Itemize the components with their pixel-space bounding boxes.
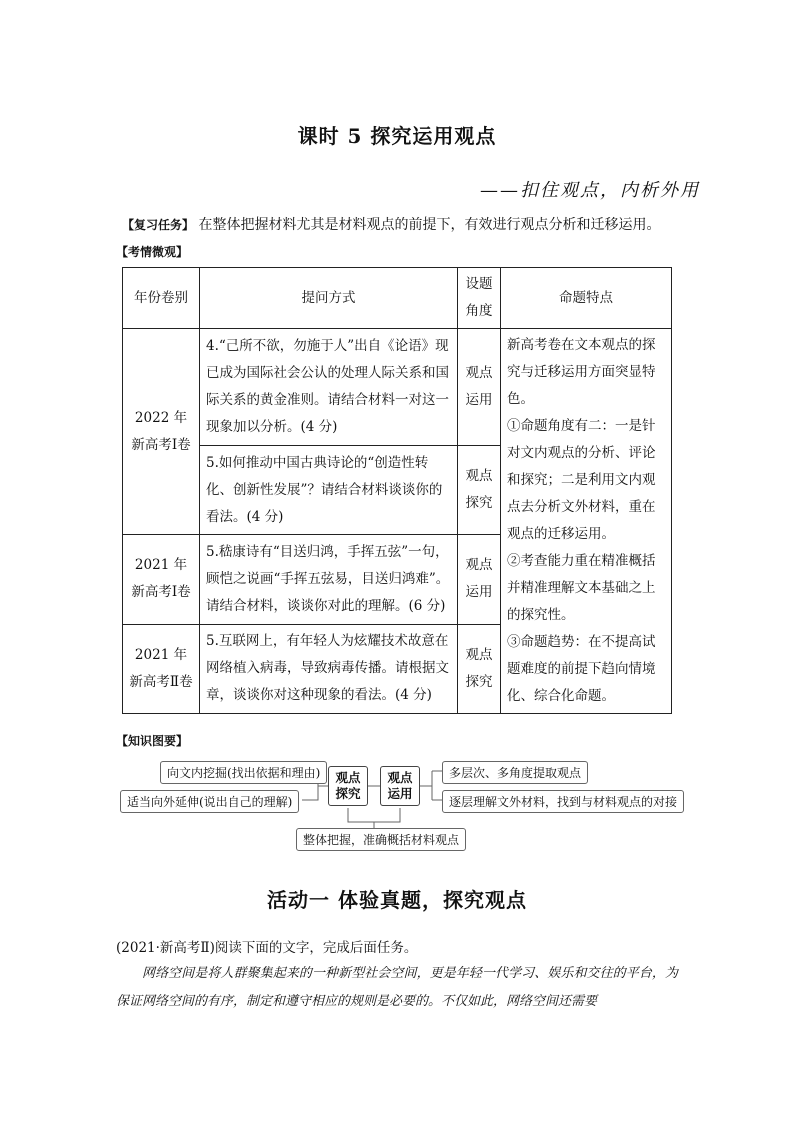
- knowledge-map-tag: 【知识图要】: [116, 734, 189, 748]
- page-subtitle: ——扣住观点，内析外用: [480, 180, 700, 201]
- review-task-text: 在整体把握材料尤其是材料观点的前提下，有效进行观点分析和迁移运用。: [198, 217, 661, 233]
- map-center-apply: 观点运用: [380, 766, 420, 806]
- reading-paragraph: 网络空间是将人群聚集起来的一种新型社会空间，更是年轻一代学习、娱乐和交往的平台，为保证网络空间的有序，制定和遵守相应的规则是必要的。不仅如此，网络空间还需要: [116, 966, 678, 1009]
- table-row: [123, 329, 672, 446]
- feature-line: ②考查能力重在精准概括并精准理解文本基础之上的探究性。: [507, 553, 656, 623]
- question-cell: 4.“己所不欲，勿施于人”出自《论语》现已成为国际社会公认的处理人际关系和国际关系的黄金准则。请结合材料一对这一现象加以分析。(4 分): [200, 329, 458, 446]
- question-cell: 5.嵇康诗有“目送归鸿，手挥五弦”一句，顾恺之说画“手挥五弦易，目送归鸿难”。请结合材料，谈谈你对此的理解。(6 分): [200, 535, 458, 624]
- map-node-overall-grasp: 整体把握，准确概括材料观点: [296, 828, 466, 851]
- knowledge-map: [120, 756, 680, 852]
- feature-line: ①命题角度有二：一是针对文内观点的分析、评论和探究；二是利用文内观点去分析文外材料，重在观点的迁移运用。: [507, 418, 656, 542]
- table-header: 命题特点: [501, 268, 672, 329]
- angle-cell: 观点运用: [458, 535, 501, 624]
- review-task-tag: 【复习任务】: [122, 218, 195, 232]
- table-header: 年份卷别: [123, 268, 200, 329]
- review-task: [122, 214, 660, 234]
- table-header: 设题角度: [458, 268, 501, 329]
- exam-overview-tag: 【考情微观】: [116, 245, 189, 259]
- exam-table: [122, 267, 672, 714]
- map-node-extract-views: 多层次、多角度提取观点: [442, 761, 588, 784]
- map-node-dig-inside: 向文内挖掘(找出依据和理由): [160, 761, 327, 784]
- angle-cell: 观点探究: [458, 445, 501, 534]
- map-center-explore: 观点探究: [328, 766, 368, 806]
- question-cell: 5.如何推动中国古典诗论的“创造性转化、创新性发展”？请结合材料谈谈你的看法。(4 分): [200, 445, 458, 534]
- question-cell: 5.互联网上，有年轻人为炫耀技术故意在网络植入病毒，导致病毒传播。请根据文章，谈谈你对这种现象的看法。(4 分): [200, 624, 458, 713]
- year-cell: 2022 年新高考Ⅰ卷: [123, 329, 200, 535]
- table-header-row: [123, 268, 672, 329]
- activity-title: 活动一 体验真题，探究观点: [267, 888, 527, 912]
- feature-line: ③命题趋势：在不提高试题难度的前提下趋向情境化、综合化命题。: [507, 634, 656, 704]
- features-cell: [501, 329, 672, 714]
- year-cell: 2021 年新高考Ⅱ卷: [123, 624, 200, 713]
- angle-cell: 观点运用: [458, 329, 501, 446]
- activity-source: (2021·新高考Ⅱ)阅读下面的文字，完成后面任务。: [116, 940, 418, 956]
- map-node-extend-outside: 适当向外延伸(说出自己的理解): [120, 790, 299, 813]
- year-cell: 2021 年新高考Ⅰ卷: [123, 535, 200, 624]
- map-node-connect-material: 逐层理解文外材料，找到与材料观点的对接: [442, 790, 684, 813]
- page-title: 课时 5 探究运用观点: [297, 124, 497, 148]
- angle-cell: 观点探究: [458, 624, 501, 713]
- table-header: 提问方式: [200, 268, 458, 329]
- feature-line: 新高考卷在文本观点的探究与迁移运用方面突显特色。: [507, 337, 656, 407]
